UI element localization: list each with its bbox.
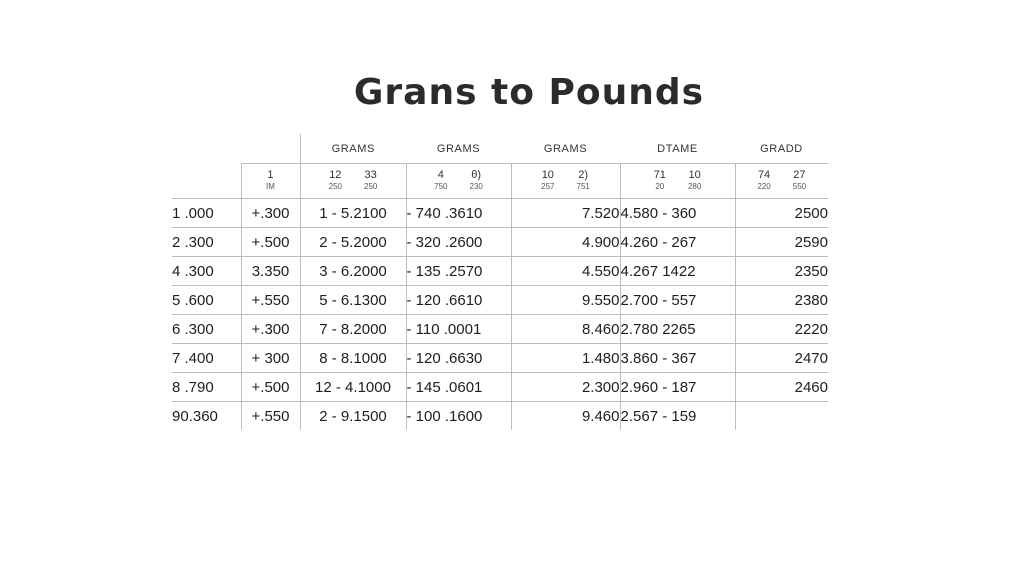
table-cell: 2.567 - 159 [620,402,735,431]
table-cell: +.500 [241,228,300,257]
subheader-top-value: 12 [329,169,342,181]
subheader-top-value: 4 [437,169,444,181]
table-cell: + 300 [241,344,300,373]
subheader-top-value: 74 [757,169,771,181]
table-body [172,199,828,431]
table-cell: +.550 [241,402,300,431]
table-cell: 2.700 - 557 [620,286,735,315]
subheader-bottom-value: 257 [541,182,555,191]
table-cell: 2 - 5.2000 [300,228,406,257]
subheader-cell [172,164,241,199]
table-cell: 2590 [735,228,828,257]
subheader-pair [470,169,483,193]
table-cell: - 110 .0001 [406,315,511,344]
table-cell: 8.460 [511,315,620,344]
table-cell: 3.350 [241,257,300,286]
subheader-top-value: 10 [688,169,701,181]
table-cell: +.550 [241,286,300,315]
table-cell: 4.580 - 360 [620,199,735,228]
subheader-group [242,169,300,193]
subheader-bottom-value: 751 [576,182,590,191]
table-cell: 1 - 5.2100 [300,199,406,228]
table-cell: 2350 [735,257,828,286]
column-header [241,134,300,164]
column-header: GRAMS [300,134,406,164]
column-header [172,134,241,164]
table-cell: 1 .000 [172,199,241,228]
table-cell: 90.360 [172,407,218,425]
table-cell: - 120 .6610 [406,286,511,315]
subheader-top-value: 2) [578,169,589,181]
table-cell [735,402,828,431]
subheader-top-value: 10 [541,169,554,181]
subheader-group [301,169,406,193]
subheader-cell [300,164,406,199]
table-cell: 2.780 2265 [620,315,735,344]
subheader-cell [406,164,511,199]
table-cell: - 100 .1600 [406,402,511,431]
table-cell: 2380 [735,286,828,315]
subheader-bottom-value: 750 [434,182,448,191]
subheader-row [172,164,828,199]
subheader-bottom-value: 230 [469,182,483,191]
table-cell: 2.960 - 187 [620,373,735,402]
table-cell: - 135 .2570 [406,257,511,286]
subheader-bottom-value: 250 [364,182,378,191]
column-header: DTAME [657,142,698,155]
subheader-pair [757,169,770,193]
subheader-top-value: 71 [653,169,666,181]
table-cell: 5 - 6.1300 [300,286,406,315]
table-cell: 2470 [735,344,828,373]
table-cell: 4.267 1422 [620,257,735,286]
table-cell: 2460 [735,373,828,402]
table-cell: 2500 [735,199,828,228]
table-cell: 5 .600 [172,286,241,315]
table-row [172,344,828,373]
subheader-group [407,169,511,193]
table-cell: 2 .300 [172,228,241,257]
table-cell: 4.550 [511,257,620,286]
subheader-bottom-value: 20 [655,182,665,191]
table-cell: 9.460 [511,402,620,431]
table-cell: 8 - 8.1000 [300,344,406,373]
table-cell: 6 .300 [172,315,241,344]
subheader-cell [241,164,300,199]
table-cell: 7 .400 [172,344,241,373]
subheader-cell [620,164,735,199]
subheader-top-value: 33 [364,169,377,181]
table-cell: +.500 [241,373,300,402]
subheader-bottom-value: IM [266,182,275,191]
subheader-pair [793,169,806,193]
header-row [172,134,828,164]
subheader-pair [541,169,554,193]
table-cell: 1.480 [511,344,620,373]
table-cell: +.300 [241,199,300,228]
table-cell: 12 - 4.1000 [300,373,406,402]
table-cell: 2.300 [511,373,620,402]
table-row [172,228,828,257]
column-header: GRAMS [436,142,481,155]
table-row [172,257,828,286]
subheader-pair [654,169,666,193]
subheader-pair [364,169,377,193]
subheader-group [512,169,620,193]
table-row [172,286,828,315]
table-cell: 8 .790 [172,373,241,402]
subheader-top-value: θ) [471,169,482,181]
table-cell: 4.260 - 267 [620,228,735,257]
table-cell: +.300 [241,315,300,344]
subheader-bottom-value: 550 [792,182,807,191]
conversion-table [172,134,828,430]
column-header: GRAMS [543,142,588,155]
table-cell: 9.550 [511,286,620,315]
table-cell: - 120 .6630 [406,344,511,373]
subheader-pair [688,169,701,193]
subheader-pair [266,169,275,193]
table-row [172,373,828,402]
page-title: Grans to Pounds [353,72,705,113]
table-cell: 7.520 [511,199,620,228]
table-cell: 2 - 9.1500 [300,402,406,431]
table-cell: 3.860 - 367 [620,344,735,373]
subheader-group [736,169,829,193]
table-cell: 4.900 [511,228,620,257]
subheader-pair [434,169,447,193]
subheader-top-value: 1 [267,169,274,181]
table-cell: - 320 .2600 [406,228,511,257]
table-cell: 4 .300 [172,257,241,286]
table-cell: 7 - 8.2000 [300,315,406,344]
subheader-bottom-value: 220 [757,182,771,191]
subheader-bottom-value: 280 [687,182,702,191]
subheader-cell [511,164,620,199]
subheader-group [621,169,735,193]
table-cell: 3 - 6.2000 [300,257,406,286]
subheader-pair [577,169,590,193]
column-header: GRADD [760,142,803,155]
table-row [172,315,828,344]
table-row [172,199,828,228]
subheader-pair [329,169,342,193]
table-row [172,402,828,431]
subheader-cell [735,164,828,199]
subheader-bottom-value: 250 [328,182,342,191]
subheader-top-value: 27 [793,169,806,181]
table-cell: - 145 .0601 [406,373,511,402]
table-cell: 2220 [735,315,828,344]
table-cell: - 740 .3610 [406,199,511,228]
